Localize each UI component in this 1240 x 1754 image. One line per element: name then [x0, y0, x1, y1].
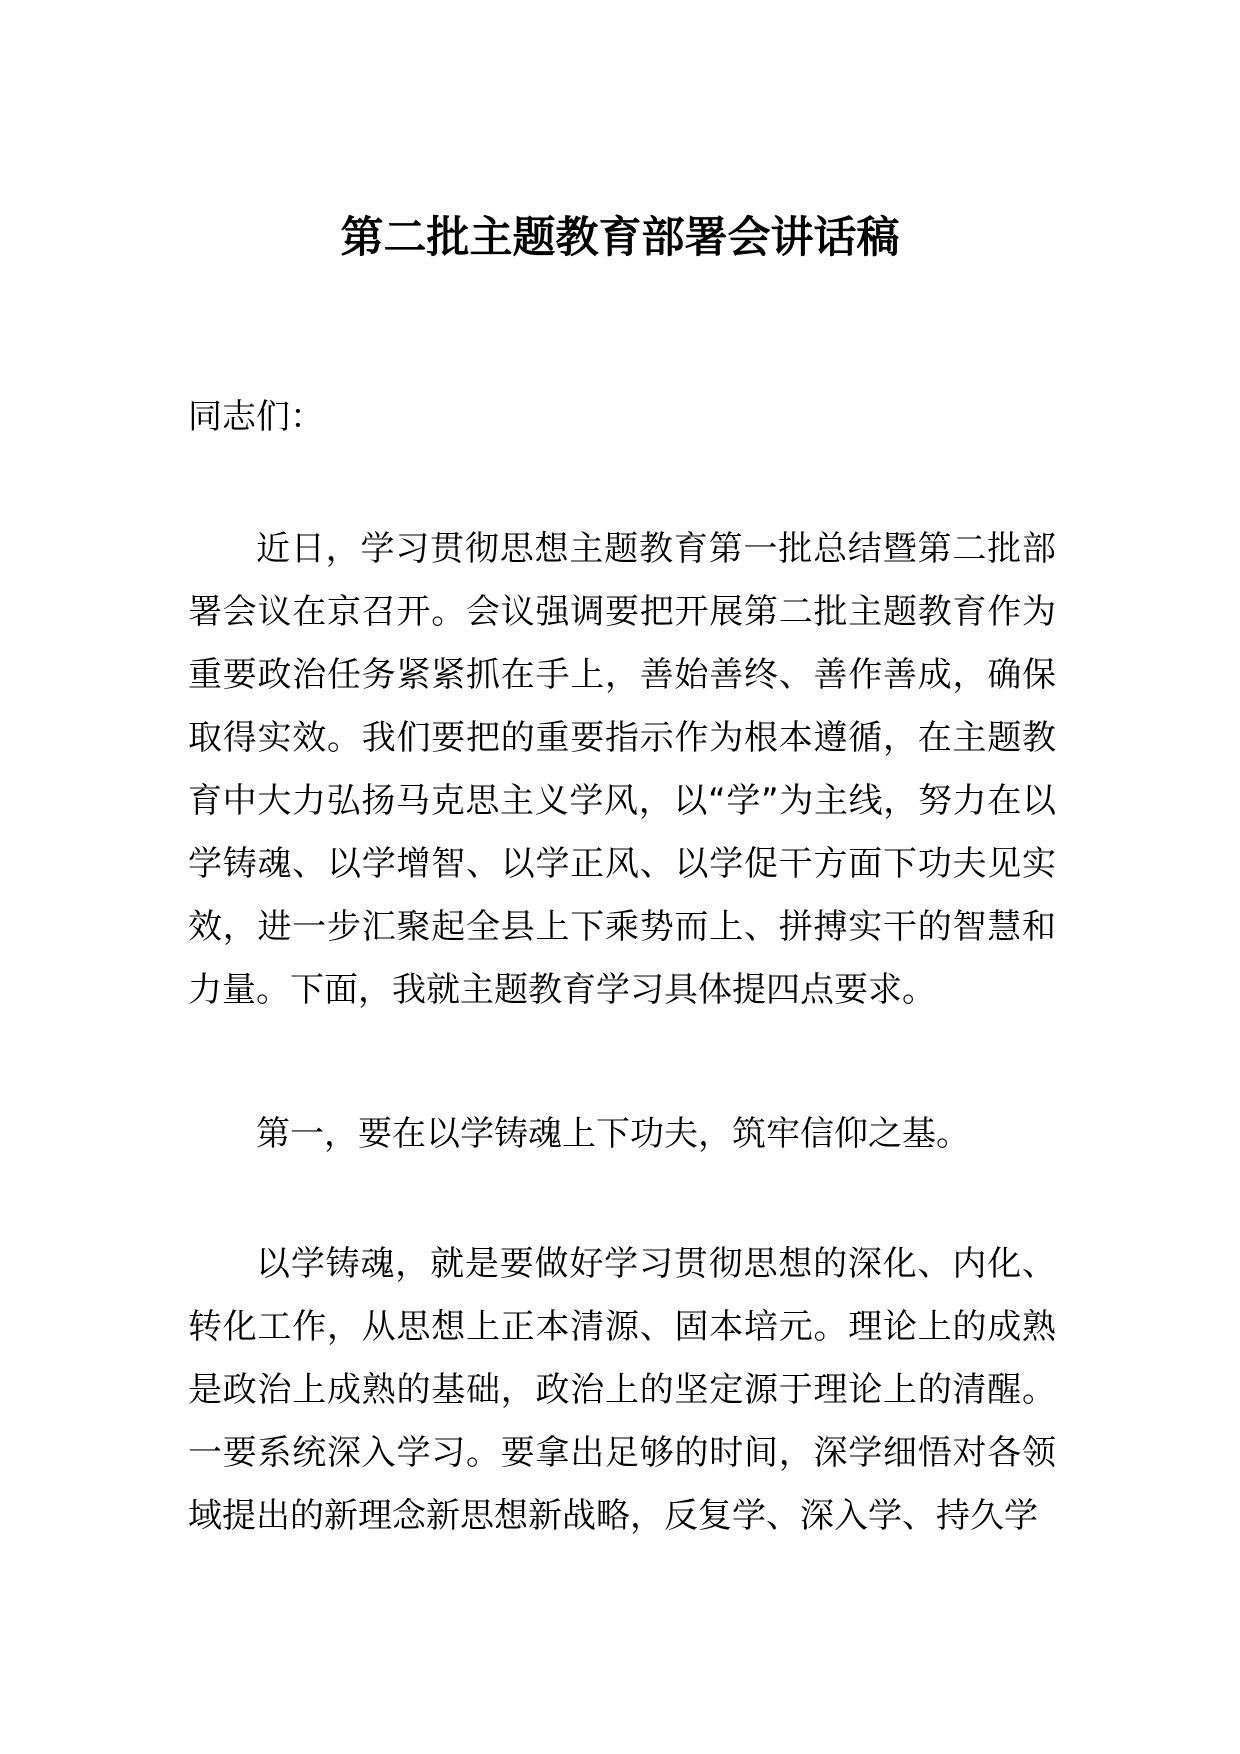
section-heading-first: 第一，要在以学铸魂上下功夫，筑牢信仰之基。: [256, 1114, 970, 1154]
paragraph-intro: 近日，学习贯彻思想主题教育第一批总结暨第二批部署会议在京召开。会议强调要把开展第二批主题教育作为重要政治任务紧紧抓在手上，善始善终、善作善成，确保取得实效。我们要把的重要指示作为根本遵循，在主题教育中大力弘扬马克思主义学风，以“学”为主线，努力在以学铸魂、以学增智、以学正风、以学促干方面下功夫见实效，进一步汇聚起全县上下乘势而上、拼搏实干的智慧和力量。下面，我就主题教育学习具体提四点要求。: [188, 529, 1056, 1010]
salutation: 同志们：: [188, 397, 324, 437]
paragraph-first-section: 以学铸魂，就是要做好学习贯彻思想的深化、内化、转化工作，从思想上正本清源、固本培元。理论上的成熟是政治上成熟的基础，政治上的坚定源于理论上的清醒。一要系统深入学习。要拿出足够的时间，深学细悟对各领域提出的新理念新思想新战略，反复学、深入学、持久学: [188, 1244, 1056, 1536]
document-title: 第二批主题教育部署会讲话稿: [340, 213, 900, 263]
